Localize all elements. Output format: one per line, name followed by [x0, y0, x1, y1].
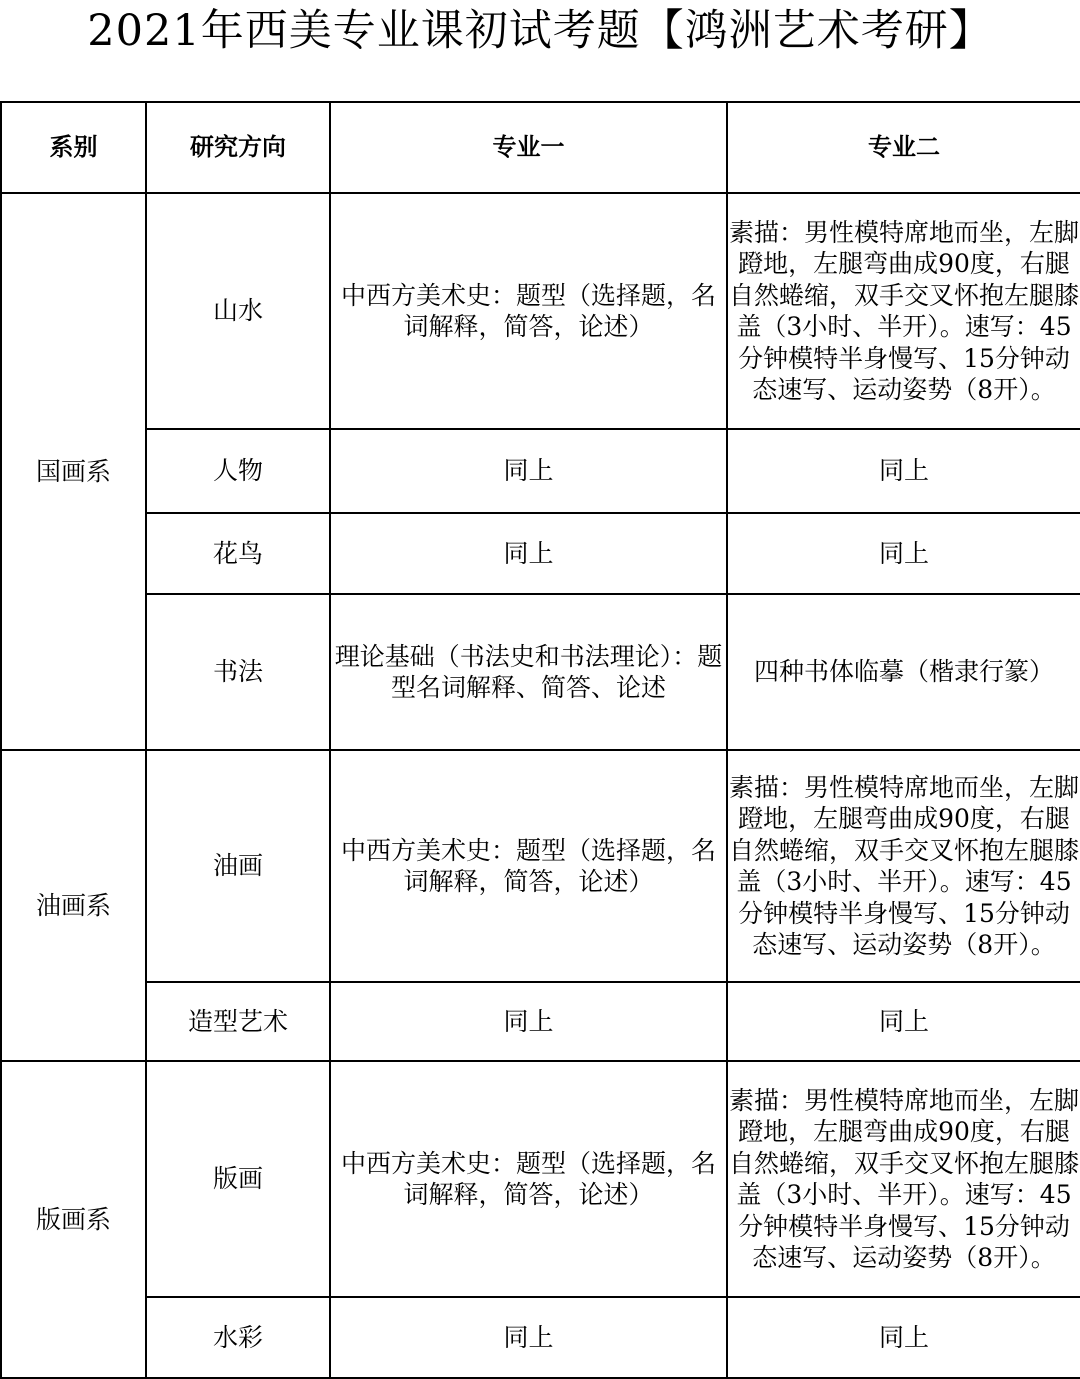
subject1-cell: 同上	[330, 513, 727, 594]
header-department: 系别	[1, 102, 146, 193]
department-cell: 版画系	[1, 1061, 146, 1378]
table-row	[1, 594, 1080, 750]
table-row	[1, 982, 1080, 1061]
header-direction: 研究方向	[146, 102, 330, 193]
subject1-cell: 同上	[330, 429, 727, 513]
direction-cell: 油画	[146, 750, 330, 982]
subject1-cell: 同上	[330, 1297, 727, 1378]
table-header-row	[1, 102, 1080, 193]
table-row	[1, 513, 1080, 594]
direction-cell: 造型艺术	[146, 982, 330, 1061]
direction-cell: 人物	[146, 429, 330, 513]
subject1-cell: 理论基础（书法史和书法理论）：题型名词解释、简答、论述	[330, 594, 727, 750]
subject2-cell: 同上	[727, 513, 1080, 594]
subject1-cell: 同上	[330, 982, 727, 1061]
subject2-cell: 同上	[727, 982, 1080, 1061]
page-title: 2021年西美专业课初试考题【鸿洲艺术考研】	[87, 6, 993, 56]
table-row	[1, 429, 1080, 513]
direction-cell: 水彩	[146, 1297, 330, 1378]
table-row	[1, 750, 1080, 982]
subject1-cell: 中西方美术史：题型（选择题，名词解释，简答，论述）	[330, 193, 727, 429]
direction-cell: 山水	[146, 193, 330, 429]
header-subject1: 专业一	[330, 102, 727, 193]
subject2-cell: 同上	[727, 1297, 1080, 1378]
exam-table	[0, 101, 1080, 1379]
table-row	[1, 1297, 1080, 1378]
department-cell: 油画系	[1, 750, 146, 1061]
subject2-cell: 素描：男性模特席地而坐，左脚蹬地，左腿弯曲成90度，右腿自然蜷缩，双手交叉怀抱左腿膝盖（3小时、半开）。速写：45分钟模特半身慢写、15分钟动态速写、运动姿势（8开）。	[727, 750, 1080, 982]
subject1-cell: 中西方美术史：题型（选择题，名词解释，简答，论述）	[330, 1061, 727, 1297]
subject2-cell: 四种书体临摹（楷隶行篆）	[727, 594, 1080, 750]
subject2-cell: 同上	[727, 429, 1080, 513]
table-row	[1, 1061, 1080, 1297]
subject2-cell: 素描：男性模特席地而坐，左脚蹬地，左腿弯曲成90度，右腿自然蜷缩，双手交叉怀抱左腿膝盖（3小时、半开）。速写：45分钟模特半身慢写、15分钟动态速写、运动姿势（8开）。	[727, 193, 1080, 429]
direction-cell: 花鸟	[146, 513, 330, 594]
table-row	[1, 193, 1080, 429]
header-subject2: 专业二	[727, 102, 1080, 193]
direction-cell: 版画	[146, 1061, 330, 1297]
department-cell: 国画系	[1, 193, 146, 750]
subject2-cell: 素描：男性模特席地而坐，左脚蹬地，左腿弯曲成90度，右腿自然蜷缩，双手交叉怀抱左腿膝盖（3小时、半开）。速写：45分钟模特半身慢写、15分钟动态速写、运动姿势（8开）。	[727, 1061, 1080, 1297]
direction-cell: 书法	[146, 594, 330, 750]
subject1-cell: 中西方美术史：题型（选择题，名词解释，简答，论述）	[330, 750, 727, 982]
